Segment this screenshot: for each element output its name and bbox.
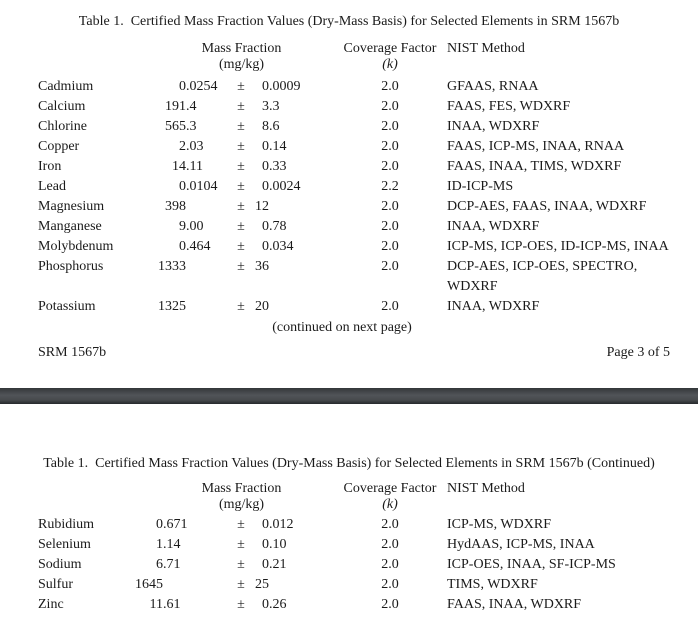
- methods-line: HydAAS, ICP-MS, INAA: [447, 537, 595, 552]
- plus-minus-sign: ±: [237, 517, 245, 532]
- element-cell: Rubidium: [38, 517, 95, 532]
- methods-cell: [447, 97, 698, 117]
- footer-document-id: SRM 1567b: [38, 345, 107, 360]
- column-header-nist-method: NIST Method: [447, 41, 525, 56]
- table-row: [0, 515, 698, 535]
- table-row: [0, 177, 698, 197]
- uncertainty-int-cell: 0: [262, 219, 269, 234]
- element-cell: Zinc: [38, 597, 64, 612]
- table-row: [0, 575, 698, 595]
- element-cell: Sulfur: [38, 577, 73, 592]
- methods-line: FAAS, INAA, WDXRF: [447, 597, 582, 612]
- column-header-mass-fraction: [150, 41, 333, 73]
- column-header-coverage-factor: [333, 41, 447, 73]
- plus-minus-sign: ±: [237, 557, 245, 572]
- uncertainty-frac-cell: .0024: [269, 179, 301, 194]
- methods-cell: [447, 177, 698, 197]
- plus-minus-sign: ±: [237, 597, 245, 612]
- element-cell: Calcium: [38, 99, 86, 114]
- page-footer: [0, 344, 698, 362]
- methods-line: ICP-OES, INAA, SF-ICP-MS: [447, 557, 616, 572]
- table-row: [0, 257, 698, 297]
- value-frac-cell: .61: [163, 597, 181, 612]
- value-frac-cell: .03: [186, 139, 204, 154]
- plus-minus-sign: ±: [237, 239, 245, 254]
- uncertainty-int-cell: 0: [262, 79, 269, 94]
- methods-line: DCP-AES, ICP-OES, SPECTRO,: [447, 259, 638, 274]
- element-cell: Cadmium: [38, 79, 94, 94]
- column-header-mass-fraction: [150, 481, 333, 513]
- methods-cell: [447, 197, 698, 217]
- uncertainty-int-cell: 12: [255, 199, 269, 214]
- value-int-cell: 0: [156, 517, 163, 532]
- uncertainty-int-cell: 8: [262, 119, 269, 134]
- methods-line: INAA, WDXRF: [447, 119, 540, 134]
- uncertainty-int-cell: 0: [262, 159, 269, 174]
- uncertainty-int-cell: 0: [262, 517, 269, 532]
- coverage-factor-cell: 2.0: [381, 99, 399, 114]
- table-row: [0, 297, 698, 317]
- value-int-cell: 0: [179, 79, 186, 94]
- methods-cell: [447, 575, 698, 595]
- methods-line: ICP-MS, ICP-OES, ID-ICP-MS, INAA: [447, 239, 669, 254]
- uncertainty-frac-cell: .012: [269, 517, 294, 532]
- element-cell: Sodium: [38, 557, 82, 572]
- methods-line: INAA, WDXRF: [447, 299, 540, 314]
- table-row: [0, 157, 698, 177]
- value-frac-cell: .00: [186, 219, 204, 234]
- plus-minus-sign: ±: [237, 139, 245, 154]
- coverage-factor-label: Coverage Factor: [343, 41, 437, 56]
- plus-minus-sign: ±: [237, 299, 245, 314]
- value-int-cell: 565: [165, 119, 186, 134]
- table-row: [0, 237, 698, 257]
- value-int-cell: 14: [172, 159, 186, 174]
- uncertainty-int-cell: 25: [255, 577, 269, 592]
- coverage-factor-cell: 2.0: [381, 79, 399, 94]
- uncertainty-frac-cell: .3: [269, 99, 280, 114]
- value-int-cell: 2: [179, 139, 186, 154]
- value-int-cell: 1325: [158, 299, 186, 314]
- plus-minus-sign: ±: [237, 219, 245, 234]
- coverage-factor-cell: 2.0: [381, 239, 399, 254]
- uncertainty-int-cell: 0: [262, 557, 269, 572]
- value-frac-cell: .0254: [186, 79, 218, 94]
- element-cell: Iron: [38, 159, 62, 174]
- methods-cell: [447, 257, 698, 297]
- coverage-factor-unit: (k): [382, 57, 398, 72]
- table-header-row: [0, 41, 698, 73]
- methods-cell: [447, 555, 698, 575]
- uncertainty-frac-cell: .10: [269, 537, 287, 552]
- value-frac-cell: .3: [186, 119, 197, 134]
- coverage-factor-cell: 2.0: [381, 577, 399, 592]
- uncertainty-frac-cell: .6: [269, 119, 280, 134]
- element-cell: Magnesium: [38, 199, 105, 214]
- uncertainty-int-cell: 3: [262, 99, 269, 114]
- value-int-cell: 1333: [158, 259, 186, 274]
- table-body: [0, 515, 698, 615]
- continued-note: (continued on next page): [272, 320, 412, 335]
- plus-minus-sign: ±: [237, 99, 245, 114]
- element-cell: Potassium: [38, 299, 96, 314]
- methods-cell: [447, 77, 698, 97]
- value-int-cell: 0: [179, 239, 186, 254]
- uncertainty-int-cell: 0: [262, 179, 269, 194]
- coverage-factor-cell: 2.0: [381, 119, 399, 134]
- footer-page-number: Page 3 of 5: [606, 345, 670, 360]
- uncertainty-int-cell: 36: [255, 259, 269, 274]
- methods-line: FAAS, ICP-MS, INAA, RNAA: [447, 139, 625, 154]
- value-int-cell: 11: [149, 597, 163, 612]
- element-cell: Phosphorus: [38, 259, 104, 274]
- table-title: Table 1. Certified Mass Fraction Values (Dry-Mass Basis) for Selected Elements in SRM 1567b: [78, 14, 620, 29]
- value-frac-cell: .4: [186, 99, 197, 114]
- methods-line-2: WDXRF: [447, 279, 498, 294]
- coverage-factor-cell: 2.0: [381, 219, 399, 234]
- document-page-4: [0, 404, 698, 631]
- value-int-cell: 9: [179, 219, 186, 234]
- coverage-factor-cell: 2.0: [381, 139, 399, 154]
- column-header-nist-method: NIST Method: [447, 481, 525, 496]
- value-int-cell: 6: [156, 557, 163, 572]
- methods-cell: [447, 297, 698, 317]
- uncertainty-frac-cell: .21: [269, 557, 287, 572]
- uncertainty-int-cell: 20: [255, 299, 269, 314]
- methods-cell: [447, 237, 698, 257]
- plus-minus-sign: ±: [237, 577, 245, 592]
- value-frac-cell: .11: [186, 159, 203, 174]
- methods-line: FAAS, FES, WDXRF: [447, 99, 571, 114]
- uncertainty-frac-cell: .26: [269, 597, 287, 612]
- value-frac-cell: .464: [186, 239, 211, 254]
- mass-fraction-label: Mass Fraction: [201, 481, 282, 496]
- plus-minus-sign: ±: [237, 259, 245, 274]
- table-row: [0, 97, 698, 117]
- coverage-factor-cell: 2.0: [381, 537, 399, 552]
- table-row: [0, 535, 698, 555]
- coverage-factor-cell: 2.0: [381, 299, 399, 314]
- value-int-cell: 1: [156, 537, 163, 552]
- uncertainty-int-cell: 0: [262, 537, 269, 552]
- element-cell: Manganese: [38, 219, 102, 234]
- value-int-cell: 0: [179, 179, 186, 194]
- table-row: [0, 217, 698, 237]
- value-frac-cell: .671: [163, 517, 188, 532]
- uncertainty-frac-cell: .78: [269, 219, 287, 234]
- table-row: [0, 117, 698, 137]
- uncertainty-int-cell: 0: [262, 239, 269, 254]
- table-body: [0, 77, 698, 317]
- methods-line: ID-ICP-MS: [447, 179, 514, 194]
- methods-cell: [447, 117, 698, 137]
- plus-minus-sign: ±: [237, 79, 245, 94]
- methods-line: GFAAS, RNAA: [447, 79, 539, 94]
- coverage-factor-cell: 2.2: [381, 179, 399, 194]
- value-frac-cell: .0104: [186, 179, 218, 194]
- methods-cell: [447, 515, 698, 535]
- table-title-continued: Table 1. Certified Mass Fraction Values (Dry-Mass Basis) for Selected Elements in SRM 1567b (Continued): [43, 456, 655, 471]
- table-row: [0, 197, 698, 217]
- methods-cell: [447, 595, 698, 615]
- value-int-cell: 191: [165, 99, 186, 114]
- element-cell: Selenium: [38, 537, 91, 552]
- value-frac-cell: .71: [163, 557, 181, 572]
- uncertainty-frac-cell: .14: [269, 139, 287, 154]
- plus-minus-sign: ±: [237, 159, 245, 174]
- column-header-coverage-factor: [333, 481, 447, 513]
- methods-line: INAA, WDXRF: [447, 219, 540, 234]
- plus-minus-sign: ±: [237, 179, 245, 194]
- uncertainty-frac-cell: .33: [269, 159, 287, 174]
- mass-fraction-label: Mass Fraction: [201, 41, 282, 56]
- methods-line: ICP-MS, WDXRF: [447, 517, 551, 532]
- methods-cell: [447, 137, 698, 157]
- methods-cell: [447, 535, 698, 555]
- element-cell: Copper: [38, 139, 80, 154]
- coverage-factor-cell: 2.0: [381, 557, 399, 572]
- element-cell: Chlorine: [38, 119, 87, 134]
- element-cell: Lead: [38, 179, 66, 194]
- methods-line: FAAS, INAA, TIMS, WDXRF: [447, 159, 622, 174]
- coverage-factor-cell: 2.0: [381, 259, 399, 274]
- uncertainty-frac-cell: .034: [269, 239, 294, 254]
- plus-minus-sign: ±: [237, 537, 245, 552]
- table-row: [0, 77, 698, 97]
- table-row: [0, 137, 698, 157]
- methods-line: TIMS, WDXRF: [447, 577, 538, 592]
- value-frac-cell: .14: [163, 537, 181, 552]
- coverage-factor-cell: 2.0: [381, 597, 399, 612]
- value-int-cell: 1645: [135, 577, 163, 592]
- coverage-factor-unit: (k): [382, 497, 398, 512]
- mass-fraction-unit: (mg/kg): [218, 57, 265, 72]
- table-header-row: [0, 481, 698, 513]
- value-int-cell: 398: [165, 199, 186, 214]
- table-row: [0, 595, 698, 615]
- uncertainty-int-cell: 0: [262, 597, 269, 612]
- uncertainty-int-cell: 0: [262, 139, 269, 154]
- uncertainty-frac-cell: .0009: [269, 79, 301, 94]
- mass-fraction-unit: (mg/kg): [218, 497, 265, 512]
- element-cell: Molybdenum: [38, 239, 114, 254]
- page-separator-bar: [0, 388, 698, 404]
- methods-cell: [447, 217, 698, 237]
- coverage-factor-cell: 2.0: [381, 159, 399, 174]
- plus-minus-sign: ±: [237, 119, 245, 134]
- coverage-factor-cell: 2.0: [381, 199, 399, 214]
- methods-cell: [447, 157, 698, 177]
- methods-line: DCP-AES, FAAS, INAA, WDXRF: [447, 199, 647, 214]
- coverage-factor-label: Coverage Factor: [343, 481, 437, 496]
- table-row: [0, 555, 698, 575]
- coverage-factor-cell: 2.0: [381, 517, 399, 532]
- plus-minus-sign: ±: [237, 199, 245, 214]
